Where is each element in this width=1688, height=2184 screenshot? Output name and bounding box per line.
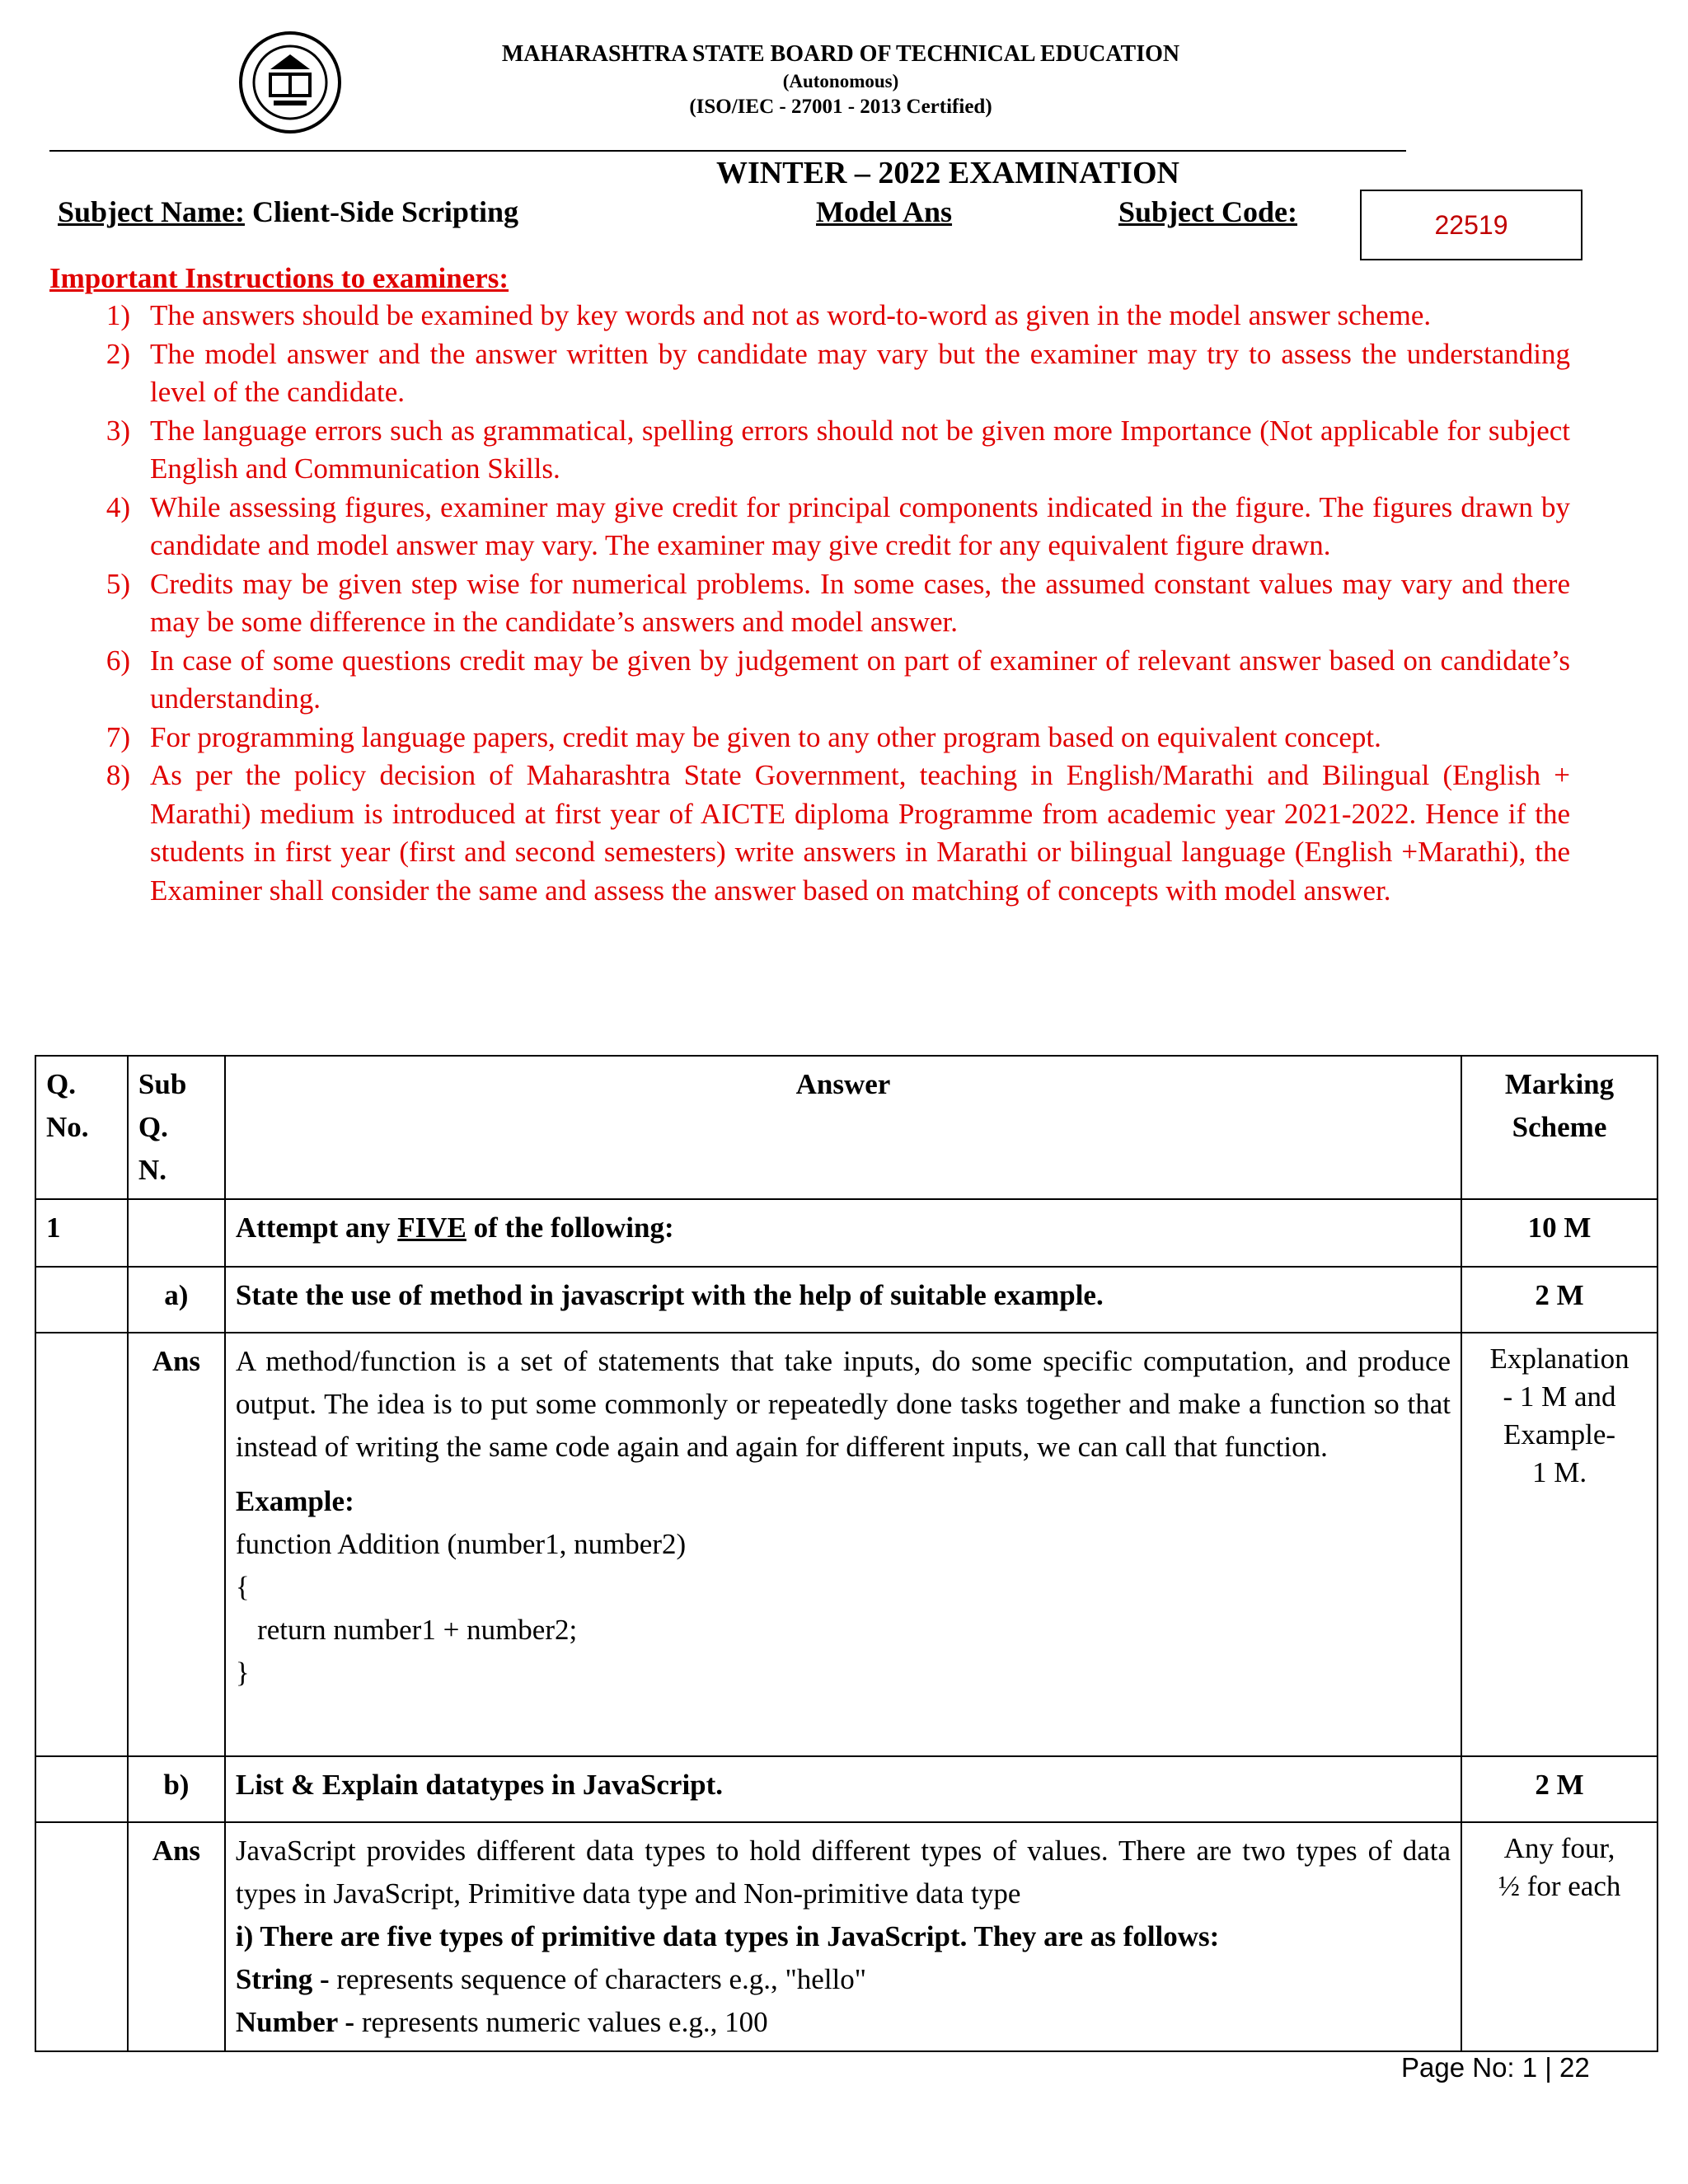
question-text: List & Explain datatypes in JavaScript. <box>225 1756 1461 1822</box>
answer-table <box>35 1055 1658 2052</box>
primitive-heading: i) There are five types of primitive data types in JavaScript. They are as follows: <box>235 1920 1220 1952</box>
page-number: Page No: 1 | 22 <box>1401 2052 1590 2083</box>
example-label: Example: <box>235 1485 354 1517</box>
answer-text: A method/function is a set of statements that take inputs, do some specific computation, and produce output. The idea is to put some commonly or repeatedly done tasks together and make a function so that instead of writing the same code again and again for different inputs, we can call that function. <box>235 1345 1451 1463</box>
subject-name <box>58 194 518 229</box>
marking-scheme: Any four, ½ for each <box>1461 1822 1658 2051</box>
table-header-row <box>35 1056 1658 1199</box>
code-line: function Addition (number1, number2) <box>235 1528 687 1560</box>
code-line: { <box>235 1571 250 1603</box>
header-sub-q: Sub Q. N. <box>128 1056 225 1199</box>
subject-code-label: Subject Code: <box>1118 195 1297 228</box>
datatype-item: String - represents sequence of characters e.g., "hello" <box>235 1963 867 1995</box>
header-divider <box>49 150 1406 152</box>
header-answer: Answer <box>225 1056 1461 1199</box>
subject-name-label: Subject Name: <box>58 195 245 228</box>
table-row <box>35 1756 1658 1822</box>
instruction-item: 3) The language errors such as grammatical, spelling errors should not be given more Importance (Not applicable for subject English and Communication Skills. <box>106 414 1570 485</box>
code-line: } <box>235 1657 250 1689</box>
answer-cell <box>225 1333 1461 1756</box>
subject-name-value: Client-Side Scripting <box>251 195 518 228</box>
instruction-item: 8) As per the policy decision of Maharashtra State Government, teaching in English/Marathi and Bilingual (English + Marathi) medium is introduced at first year of AICTE diploma Programme from academic year 2021-2022. Hence if the students in first year (first and second semesters) write answers in Marathi or bilingual language (English +Marathi), the Examiner shall consider the same and assess the answer based on matching of concepts with model answer. <box>106 759 1570 907</box>
datatype-item: Number - represents numeric values e.g., 100 <box>235 2006 768 2038</box>
q1-marks: 10 M <box>1461 1199 1658 1267</box>
header-q-no: Q. No. <box>35 1056 128 1199</box>
marking-scheme: Explanation - 1 M and Example- 1 M. <box>1461 1333 1658 1756</box>
instructions-list <box>91 297 1570 910</box>
answer-text: JavaScript provides different data types to hold different types of values. There are two types of data types in JavaScript, Primitive data type and Non-primitive data type <box>235 1835 1451 1910</box>
org-certification: (ISO/IEC - 27001 - 2013 Certified) <box>689 96 992 118</box>
table-row <box>35 1199 1658 1267</box>
instruction-item: 5) Credits may be given step wise for numerical problems. In some cases, the assumed constant values may vary and there may be some difference in the candidate’s answers and model answer. <box>106 567 1570 638</box>
table-row <box>35 1267 1658 1333</box>
sub-q-label: b) <box>128 1756 225 1822</box>
q1-instruction: Attempt any FIVE of the following: <box>225 1199 1461 1267</box>
instruction-item: 2) The model answer and the answer written by candidate may vary but the examiner may try to assess the understanding level of the candidate. <box>106 337 1570 408</box>
q-number: 1 <box>35 1199 128 1267</box>
instruction-item: 7) For programming language papers, credit may be given to any other program based on equivalent concept. <box>106 720 1381 753</box>
sub-q-label: a) <box>128 1267 225 1333</box>
org-autonomous: (Autonomous) <box>782 71 899 91</box>
instruction-item: 1) The answers should be examined by key words and not as word-to-word as given in the model answer scheme. <box>106 299 1432 331</box>
table-row <box>35 1822 1658 2051</box>
msbte-logo <box>237 30 343 135</box>
instruction-item: 6) In case of some questions credit may be given by judgement on part of examiner of relevant answer based on candidate’s understanding. <box>106 644 1570 715</box>
question-marks: 2 M <box>1461 1267 1658 1333</box>
answer-cell <box>225 1822 1461 2051</box>
table-row <box>35 1333 1658 1756</box>
code-line: return number1 + number2; <box>235 1614 578 1646</box>
org-name: MAHARASHTRA STATE BOARD OF TECHNICAL EDUCATION <box>501 41 1180 67</box>
ans-label: Ans <box>128 1333 225 1756</box>
exam-title: WINTER – 2022 EXAMINATION <box>716 156 1179 190</box>
instructions-title: Important Instructions to examiners: <box>49 262 509 294</box>
model-ans-label: Model Ans <box>816 195 953 228</box>
subject-code-box: 22519 <box>1360 190 1582 260</box>
question-marks: 2 M <box>1461 1756 1658 1822</box>
instruction-item: 4) While assessing figures, examiner may give credit for principal components indicated in the figure. The figures drawn by candidate and model answer may vary. The examiner may give credit for any equivalent figure drawn. <box>106 490 1570 561</box>
question-text: State the use of method in javascript with the help of suitable example. <box>225 1267 1461 1333</box>
ans-label: Ans <box>128 1822 225 2051</box>
header-marking: Marking Scheme <box>1461 1056 1658 1199</box>
